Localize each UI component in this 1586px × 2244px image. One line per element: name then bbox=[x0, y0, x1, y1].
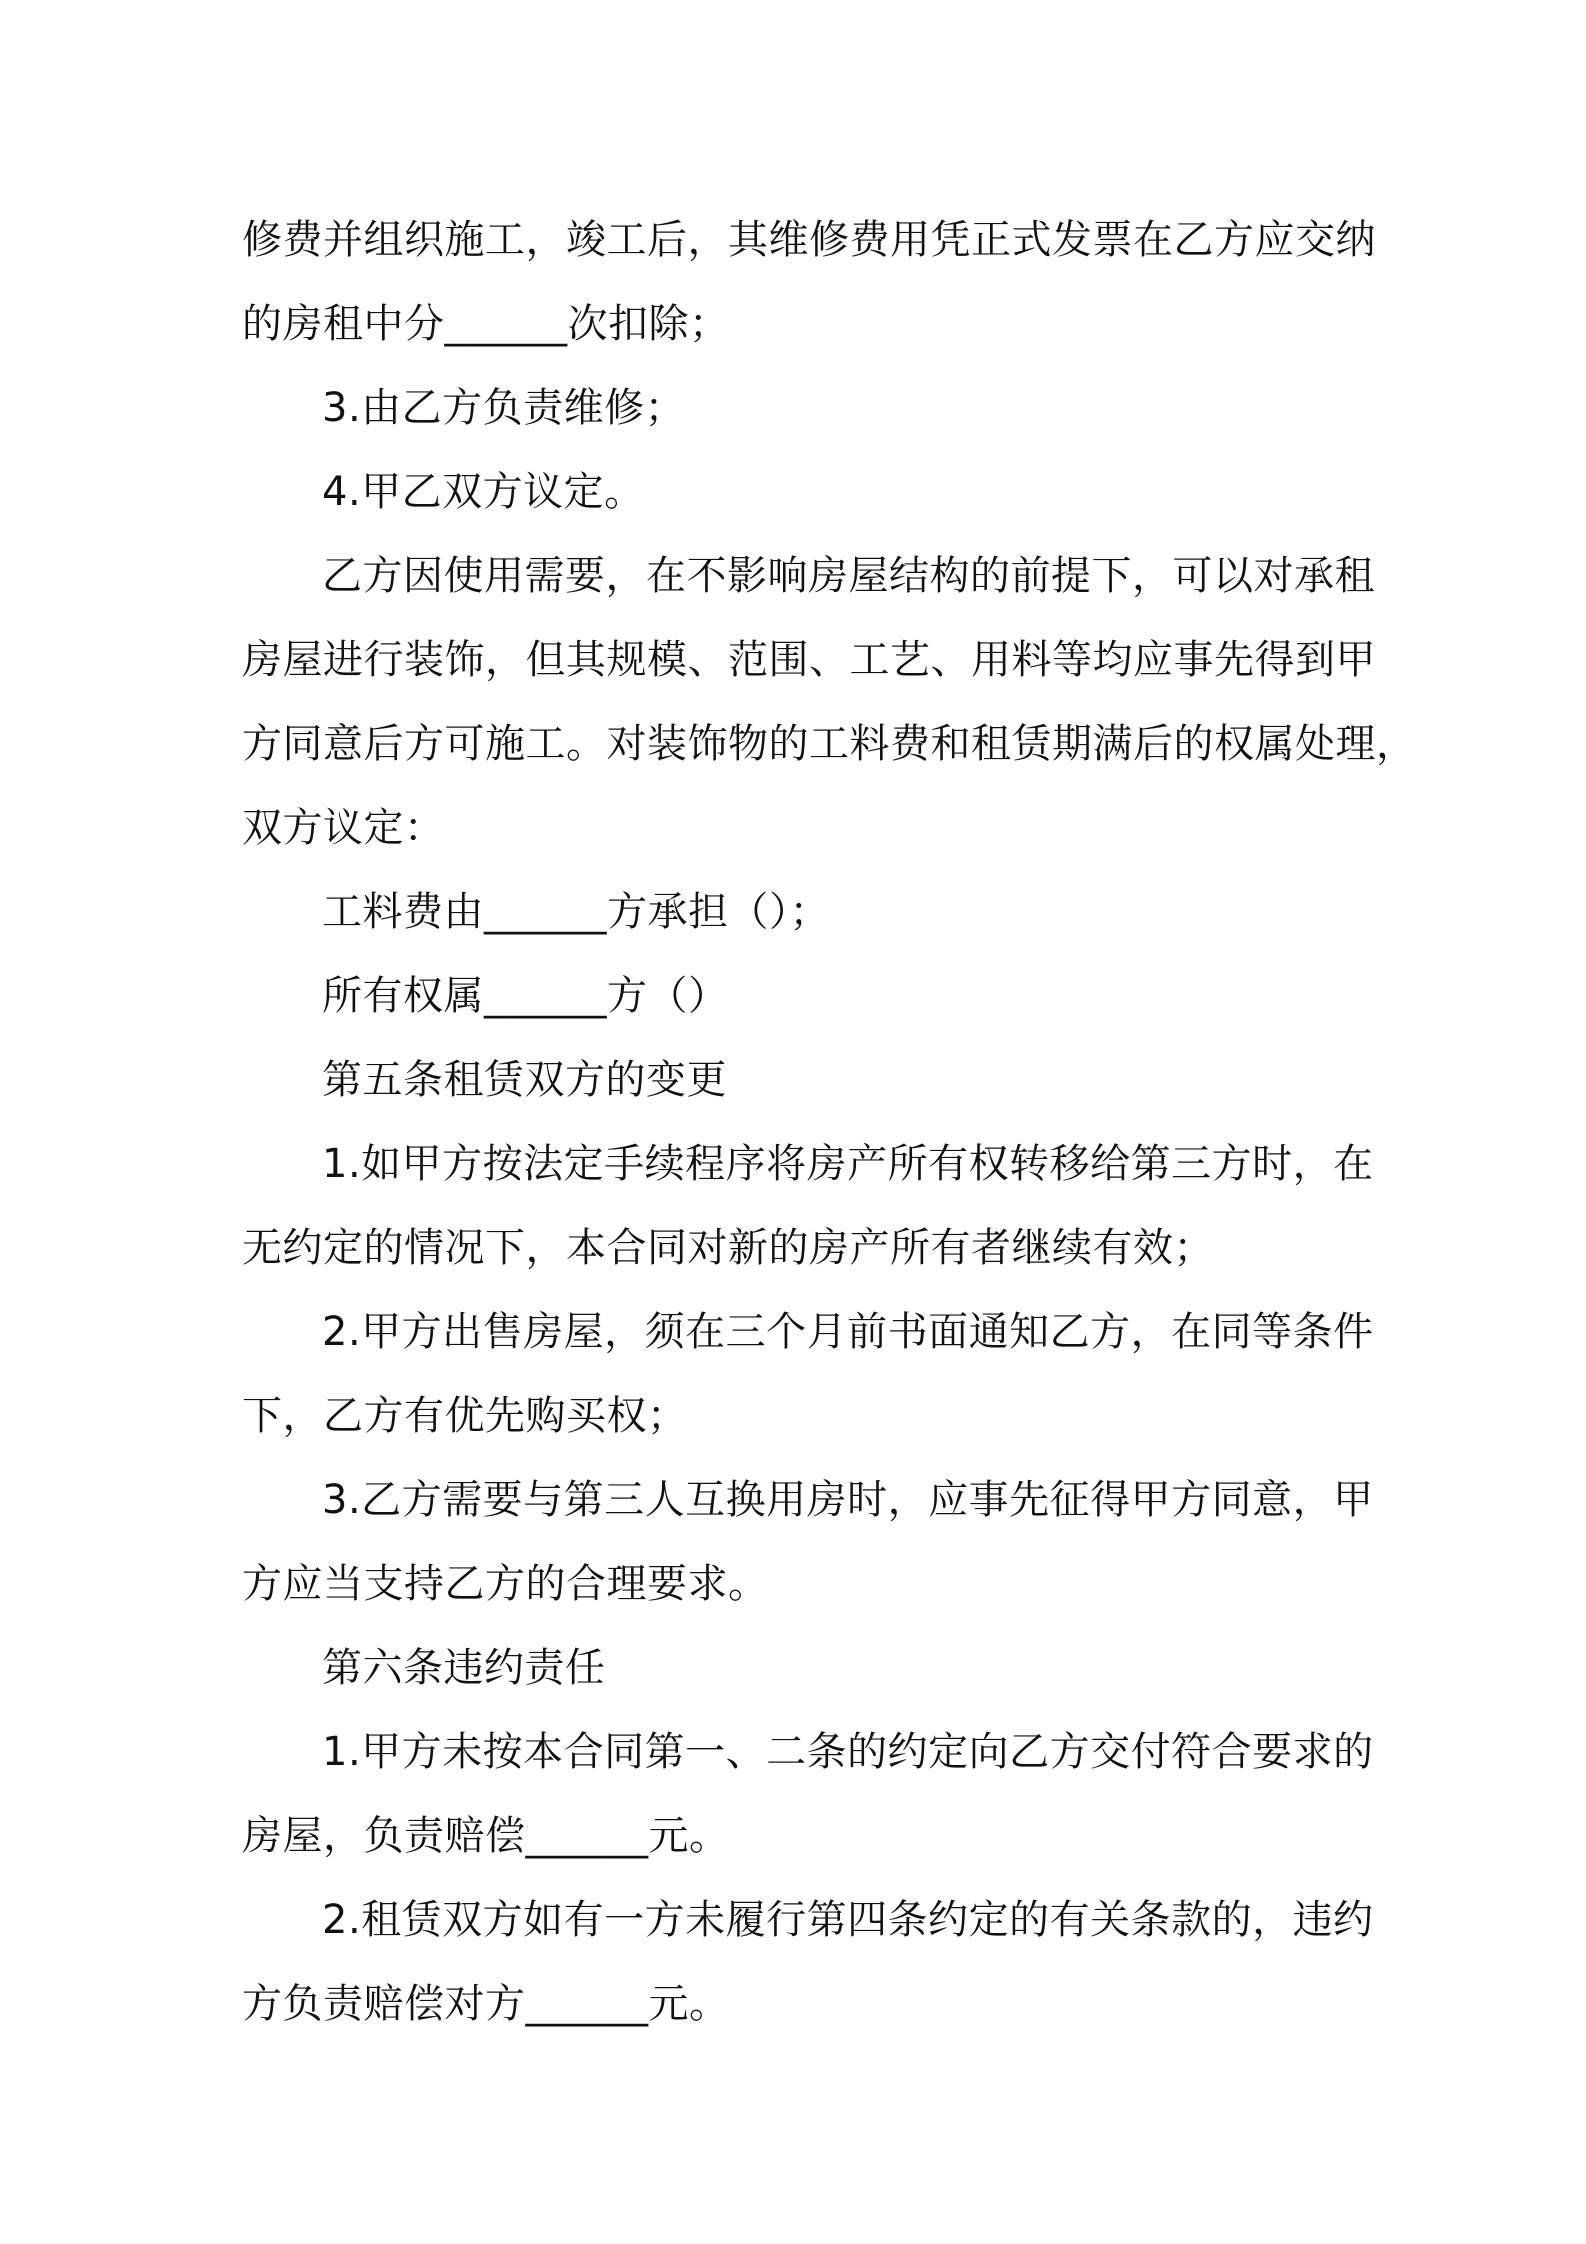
text-line: 2.租赁双方如有一方未履行第四条约定的有关条款的，违约 bbox=[322, 1897, 1374, 1943]
text-line: 房屋进行装饰，但其规模、范围、工艺、用料等均应事先得到甲 bbox=[242, 637, 1376, 683]
text-line: 工料费由______方承担（）； bbox=[322, 889, 830, 935]
text-line: 乙方因使用需要，在不影响房屋结构的前提下，可以对承租 bbox=[322, 553, 1375, 599]
text-line: 2.甲方出售房屋，须在三个月前书面通知乙方，在同等条件 bbox=[322, 1309, 1374, 1355]
text-line: 房屋，负责赔偿______元。 bbox=[242, 1813, 730, 1859]
section-heading: 第五条租赁双方的变更 bbox=[322, 1057, 727, 1103]
text-line: 的房租中分______次扣除； bbox=[242, 301, 730, 347]
text-line: 4.甲乙双方议定。 bbox=[322, 469, 645, 515]
text-line: 1.如甲方按法定手续程序将房产所有权转移给第三方时，在 bbox=[322, 1141, 1374, 1187]
text-line: 方应当支持乙方的合理要求。 bbox=[242, 1561, 769, 1607]
text-line: 下，乙方有优先购买权； bbox=[242, 1393, 688, 1439]
text-line: 修费并组织施工，竣工后，其维修费用凭正式发票在乙方应交纳 bbox=[242, 217, 1376, 263]
text-line: 1.甲方未按本合同第一、二条的约定向乙方交付符合要求的 bbox=[322, 1729, 1374, 1775]
text-line: 无约定的情况下，本合同对新的房产所有者继续有效； bbox=[242, 1225, 1214, 1271]
text-line: 双方议定： bbox=[242, 805, 445, 851]
document-body bbox=[242, 198, 1417, 2046]
section-heading: 第六条违约责任 bbox=[322, 1645, 606, 1691]
text-line: 所有权属______方（） bbox=[322, 973, 729, 1019]
text-line: 方同意后方可施工。对装饰物的工料费和租赁期满后的权属处理， bbox=[242, 721, 1417, 767]
text-line: 3.乙方需要与第三人互换用房时，应事先征得甲方同意，甲 bbox=[322, 1477, 1374, 1523]
text-line: 方负责赔偿对方______元。 bbox=[242, 1981, 730, 2027]
text-line: 3.由乙方负责维修； bbox=[322, 385, 686, 431]
